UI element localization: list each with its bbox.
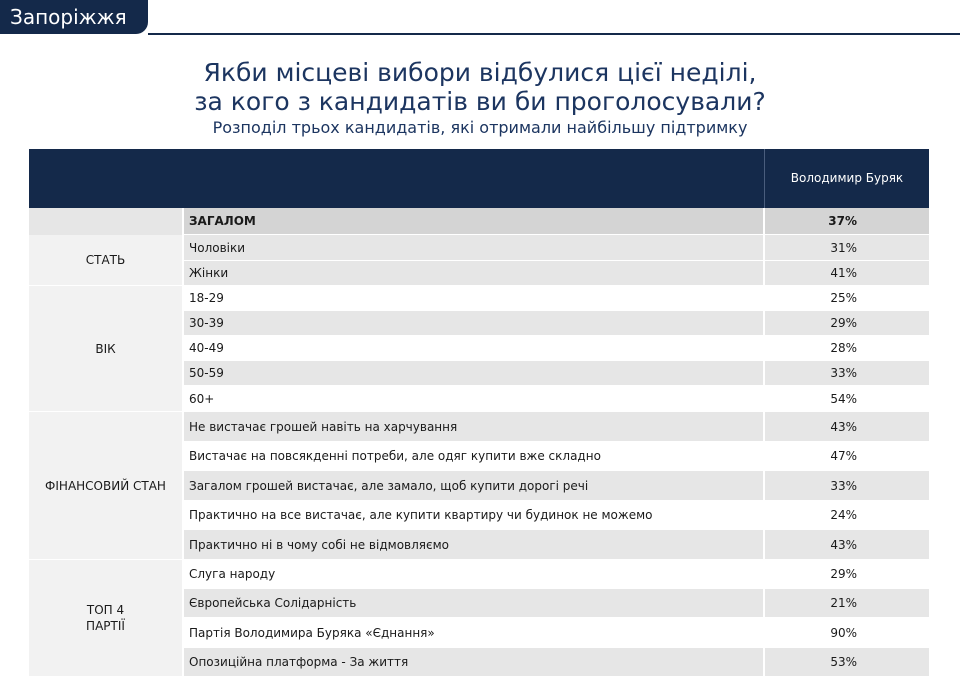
table-row — [184, 386, 929, 412]
table-row — [184, 412, 929, 442]
row-label: 40-49 — [184, 336, 763, 360]
row-value: 25% — [765, 286, 929, 310]
row-value: 29% — [765, 560, 929, 588]
row-value: 41% — [765, 261, 929, 285]
table-header — [29, 149, 929, 208]
total-left-cell — [29, 208, 182, 235]
row-label: Вистачає на повсякденні потреби, але одяг купити вже складно — [184, 442, 763, 470]
table-row — [184, 530, 929, 560]
table-row — [184, 589, 929, 618]
row-label: Не вистачає грошей навіть на харчування — [184, 412, 763, 441]
row-label: ЗАГАЛОМ — [184, 208, 763, 234]
row-value: 53% — [765, 648, 929, 676]
row-label: Загалом грошей вистачає, але замало, щоб купити дорогі речі — [184, 471, 763, 500]
row-label: Чоловіки — [184, 235, 763, 260]
row-value: 24% — [765, 501, 929, 529]
group-financial — [29, 412, 929, 560]
row-value: 29% — [765, 311, 929, 335]
table-row — [184, 286, 929, 311]
table-row — [184, 261, 929, 286]
results-table — [29, 208, 929, 677]
row-label: Практично ні в чому собі не відмовляємо — [184, 530, 763, 559]
group-label: ТОП 4 ПАРТІЇ — [29, 560, 182, 676]
row-value: 43% — [765, 530, 929, 559]
page-title-line2: за кого з кандидатів ви би проголосували? — [194, 87, 766, 116]
row-value: 47% — [765, 442, 929, 470]
row-label: Партія Володимира Буряка «Єднання» — [184, 618, 763, 647]
total-group — [29, 208, 929, 235]
row-value: 33% — [765, 471, 929, 500]
table-row — [184, 442, 929, 471]
row-value: 54% — [765, 386, 929, 411]
row-value: 37% — [765, 208, 929, 234]
table-row — [184, 361, 929, 386]
table-row — [184, 560, 929, 589]
row-value: 33% — [765, 361, 929, 385]
group-age — [29, 286, 929, 412]
row-label: 30-39 — [184, 311, 763, 335]
candidate-column-header: Володимир Буряк — [790, 171, 904, 185]
region-tab: Запоріжжя — [0, 0, 148, 34]
row-value: 90% — [765, 618, 929, 647]
row-label: 18-29 — [184, 286, 763, 310]
row-label: 50-59 — [184, 361, 763, 385]
header-divider — [148, 33, 960, 35]
row-label: Слуга народу — [184, 560, 763, 588]
group-gender — [29, 235, 929, 286]
table-row-total — [184, 208, 929, 235]
row-value: 21% — [765, 589, 929, 617]
table-row — [184, 471, 929, 501]
group-label: СТАТЬ — [29, 235, 182, 285]
table-row — [184, 336, 929, 361]
row-value: 43% — [765, 412, 929, 441]
row-label: 60+ — [184, 386, 763, 411]
row-label: Опозиційна платформа - За життя — [184, 648, 763, 676]
row-label: Жінки — [184, 261, 763, 285]
group-label: ВІК — [29, 286, 182, 411]
row-label: Практично на все вистачає, але купити квартиру чи будинок не можемо — [184, 501, 763, 529]
row-label: Європейська Солідарність — [184, 589, 763, 617]
page-title-line1: Якби місцеві вибори відбулися цієї неділі, — [203, 58, 757, 87]
group-label: ФІНАНСОВИЙ СТАН — [29, 412, 182, 559]
table-row — [184, 311, 929, 336]
table-row — [184, 235, 929, 261]
table-row — [184, 618, 929, 648]
row-value: 28% — [765, 336, 929, 360]
page-subtitle: Розподіл трьох кандидатів, які отримали найбільшу підтримку — [212, 118, 748, 137]
table-row — [184, 501, 929, 530]
table-row — [184, 648, 929, 677]
group-parties — [29, 560, 929, 677]
row-value: 31% — [765, 235, 929, 260]
